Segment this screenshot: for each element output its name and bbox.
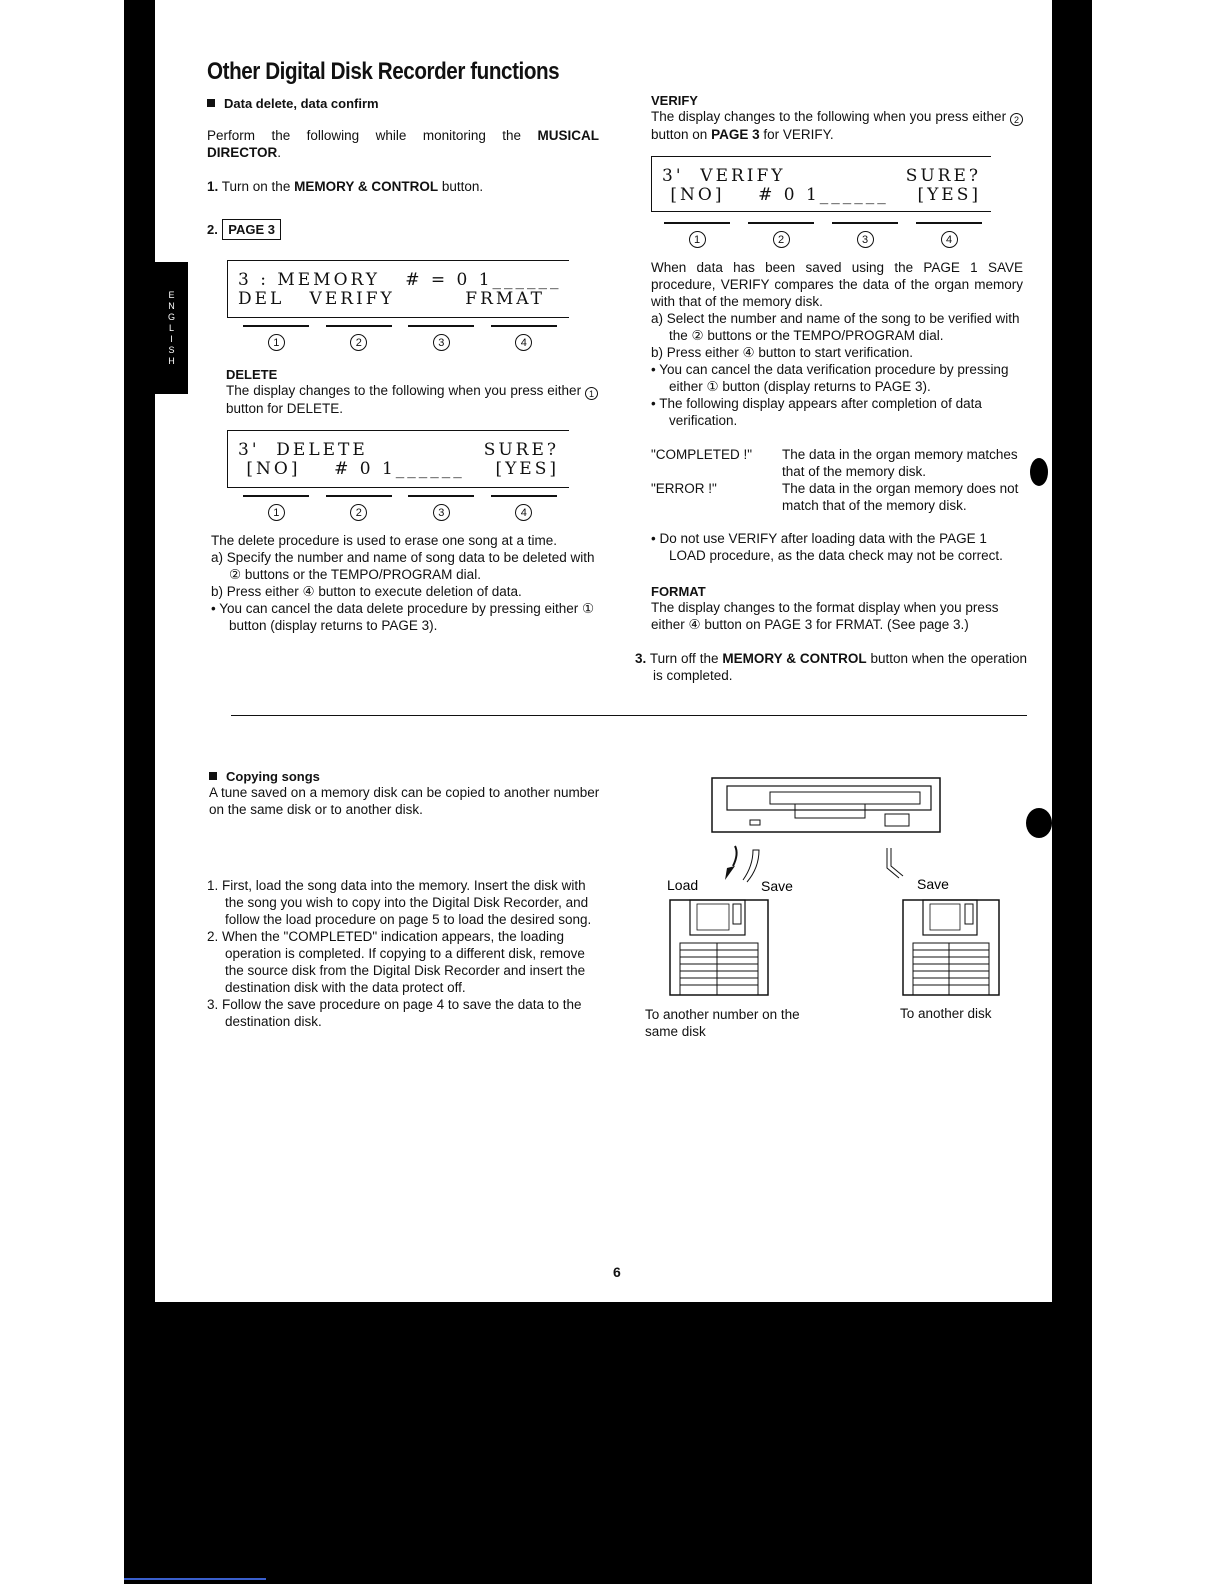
list-item: The delete procedure is used to erase one song at a time. (211, 533, 557, 548)
page-title: Other Digital Disk Recorder functions (207, 58, 560, 85)
verify-note (651, 530, 1027, 564)
verify-list (651, 259, 1023, 429)
format-text: The display changes to the format display when you press either ④ button on PAGE 3 for FRMAT. (See page 3.) (651, 600, 999, 632)
save-arrow-icon (887, 848, 903, 878)
button-1[interactable]: 1 (243, 495, 309, 521)
button-row (235, 325, 565, 351)
page3-button-label: PAGE 3 (222, 219, 281, 240)
list-item: • You can cancel the data verification procedure by pressing either ① button (display returns to PAGE 3). (651, 362, 1009, 394)
list-item: 1. First, load the song data into the memory. Insert the disk with the song you wish to copy into the Digital Disk Recorder, and follow the load procedure on page 5 to load the desired song. (207, 878, 592, 927)
load-arrow-icon (725, 846, 737, 880)
result-text: The data in the organ memory does not match that of the memory disk. (782, 481, 1019, 513)
step-1: 1. Turn on the MEMORY & CONTROL button. (207, 179, 484, 194)
lcd-verify: 3' VERIFY SURE? [NO] # 0 1______ [YES] (651, 156, 991, 212)
button-2[interactable]: 2 (748, 222, 814, 248)
button-1[interactable]: 1 (243, 325, 309, 351)
tab-letter: H (168, 356, 175, 366)
delete-list (211, 532, 599, 634)
lcd-delete: 3' DELETE SURE? [NO] # 0 1______ [YES] (227, 430, 569, 488)
list-item: a) Specify the number and name of song data to be deleted with ② buttons or the TEMPO/PROGRAM dial. (211, 550, 595, 582)
copy-section (209, 769, 601, 818)
load-label: Load (667, 877, 699, 893)
copy-intro: A tune saved on a memory disk can be copied to another number on the same disk or to another disk. (209, 785, 600, 817)
button-3[interactable]: 3 (832, 222, 898, 248)
result-table (651, 446, 1029, 514)
scan-margin-left (0, 0, 124, 1584)
section-divider (231, 715, 1027, 716)
tab-letter: E (168, 290, 175, 300)
button-4[interactable]: 4 (916, 222, 982, 248)
button-3[interactable]: 3 (408, 325, 474, 351)
button-3[interactable]: 3 (408, 495, 474, 521)
page-number: 6 (613, 1264, 621, 1280)
button-1[interactable]: 1 (664, 222, 730, 248)
tab-letter: I (170, 334, 173, 344)
disk-drive (712, 778, 940, 832)
scan-margin-right (1092, 0, 1224, 1584)
verify-heading: VERIFY (651, 93, 698, 108)
save-arrow-icon (743, 850, 759, 882)
format-section (651, 584, 1027, 633)
list-item: • You can cancel the data delete procedure by pressing either ① button (display returns to PAGE 3). (211, 601, 595, 633)
tab-letter: N (168, 301, 175, 311)
delete-section (226, 367, 598, 417)
button-row (235, 495, 565, 521)
list-item: 3. Follow the save procedure on page 4 to save the data to the destination disk. (207, 997, 582, 1029)
intro-text: Perform the following while monitoring the MUSICAL DIRECTOR. (207, 128, 599, 160)
delete-heading: DELETE (226, 367, 278, 382)
copy-steps (207, 877, 599, 1030)
caption-same-disk: To another number on the same disk (645, 1007, 800, 1039)
list-item: When data has been saved using the PAGE 1 SAVE procedure, VERIFY compares the data of the organ memory with that of the memory disk. (651, 260, 1023, 309)
result-label: "COMPLETED !" (651, 447, 753, 462)
copy-diagram (635, 770, 1035, 1010)
tab-letter: G (167, 312, 175, 322)
result-row-completed (651, 446, 1029, 480)
floppy-disk-icon (903, 900, 999, 995)
button-row (655, 222, 991, 248)
list-item: a) Select the number and name of the song to be verified with the ② buttons or the TEMPO/PROGRAM dial. (651, 311, 1020, 343)
tab-letter: L (168, 323, 174, 333)
list-item: b) Press either ④ button to execute deletion of data. (211, 584, 522, 599)
blue-underline (124, 1578, 266, 1580)
button-4[interactable]: 4 (491, 495, 557, 521)
tab-letter: S (168, 345, 175, 355)
verify-section (651, 93, 1023, 143)
delete-text: The display changes to the following when you press either 1 button for DELETE. (226, 382, 598, 417)
result-label: "ERROR !" (651, 481, 717, 496)
list-item: b) Press either ④ button to start verification. (651, 345, 913, 360)
step-2: 2. PAGE 3 (207, 219, 599, 240)
list-item: 2. When the "COMPLETED" indication appears, the loading operation is completed. If copying to a different disk, remove the source disk from the Digital Disk Recorder and insert the destination disk with the data protect off. (207, 929, 586, 995)
save-label: Save (917, 876, 949, 892)
verify-text: The display changes to the following when you press either 2 button on PAGE 3 for VERIFY. (651, 108, 1023, 143)
result-row-error (651, 480, 1029, 514)
format-heading: FORMAT (651, 584, 706, 599)
button-4[interactable]: 4 (491, 325, 557, 351)
scan-border-bottom (124, 1302, 1092, 1584)
lcd-page3: 3 : MEMORY # = 0 1______ DEL VERIFY FRMAT (227, 260, 569, 318)
list-item: • The following display appears after completion of data verification. (651, 396, 982, 428)
left-column (207, 96, 599, 240)
copy-heading: Copying songs (209, 769, 601, 784)
save-label: Save (761, 878, 793, 894)
manual-page (155, 0, 1052, 1302)
floppy-disk-icon (670, 900, 768, 995)
step-3: 3. Turn off the MEMORY & CONTROL button when the operation is completed. (635, 651, 1027, 683)
section-heading: Data delete, data confirm (207, 96, 599, 111)
button-2[interactable]: 2 (326, 325, 392, 351)
list-item: • Do not use VERIFY after loading data with the PAGE 1 LOAD procedure, as the data check may not be correct. (651, 531, 1003, 563)
result-text: The data in the organ memory matches that of the memory disk. (782, 447, 1018, 479)
button-2[interactable]: 2 (326, 495, 392, 521)
caption-other-disk: To another disk (900, 1006, 992, 1021)
